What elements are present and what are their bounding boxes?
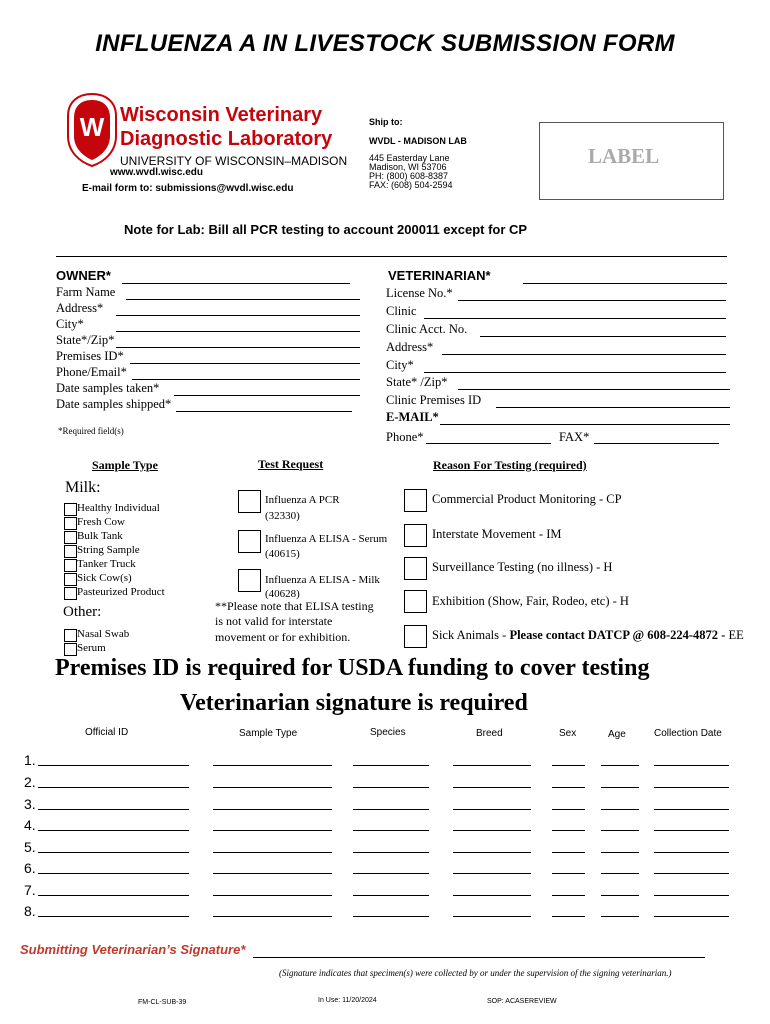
- required-note: *Required field(s): [58, 426, 124, 436]
- vet-fax-field[interactable]: [594, 443, 719, 444]
- premises-id-notice: Premises ID is required for USDA funding to cover testing: [55, 655, 650, 681]
- checkbox-elisa-serum[interactable]: [238, 530, 261, 553]
- ship-to-phone: PH: (800) 608-8387: [369, 171, 449, 181]
- footer-in-use: In Use: 11/20/2024: [318, 997, 377, 1004]
- owner-city-label: City*: [56, 317, 84, 331]
- milk-item-pasteurized-product: Pasteurized Product: [77, 586, 165, 598]
- milk-heading: Milk:: [65, 479, 101, 496]
- vet-heading: VETERINARIAN*: [388, 268, 491, 283]
- cell-collection-date[interactable]: [654, 873, 729, 874]
- cell-official-id[interactable]: [38, 809, 189, 810]
- cell-sex[interactable]: [552, 873, 585, 874]
- cell-sex[interactable]: [552, 809, 585, 810]
- milk-item-string-sample: String Sample: [77, 544, 140, 556]
- cell-species[interactable]: [353, 895, 429, 896]
- cell-age[interactable]: [601, 895, 639, 896]
- vet-name-field[interactable]: [523, 283, 727, 284]
- other-item-serum: Serum: [77, 642, 106, 654]
- reason-sick-prefix: Sick Animals -: [432, 628, 510, 642]
- wvdl-logo: [66, 92, 118, 173]
- footer-sop: SOP: ACASEREVIEW: [487, 998, 557, 1005]
- cell-breed[interactable]: [453, 787, 531, 788]
- crest-letter: W: [79, 112, 105, 142]
- cell-species[interactable]: [353, 809, 429, 810]
- checkbox-healthy-individual[interactable]: [64, 503, 77, 516]
- milk-item-bulk-tank: Bulk Tank: [77, 530, 123, 542]
- milk-item-tanker-truck: Tanker Truck: [77, 558, 136, 570]
- cell-official-id[interactable]: [38, 852, 189, 853]
- cell-age[interactable]: [601, 916, 639, 917]
- vet-city-field[interactable]: [424, 372, 726, 373]
- vet-email-field[interactable]: [440, 424, 730, 425]
- footer-form-id: FM-CL-SUB-39: [138, 999, 187, 1006]
- other-item-nasal-swab: Nasal Swab: [77, 628, 130, 640]
- ship-to-lab: WVDL - MADISON LAB: [369, 136, 467, 146]
- vet-state-zip-label: State* /Zip*: [386, 375, 448, 389]
- logo-line-1: Wisconsin Veterinary: [120, 104, 323, 126]
- cell-collection-date[interactable]: [654, 895, 729, 896]
- cell-collection-date[interactable]: [654, 787, 729, 788]
- owner-farm-name-label: Farm Name: [56, 285, 116, 299]
- reason-surveillance: Surveillance Testing (no illness) - H: [432, 560, 613, 574]
- checkbox-fresh-cow[interactable]: [64, 517, 77, 530]
- ship-to-address-1: 445 Easterday Lane: [369, 153, 450, 163]
- cell-sample-type[interactable]: [213, 916, 332, 917]
- signature-field[interactable]: [253, 957, 705, 958]
- vet-address-label: Address*: [386, 340, 434, 354]
- logo-line-2: Diagnostic Laboratory: [120, 128, 333, 150]
- checkbox-pcr[interactable]: [238, 490, 261, 513]
- cell-breed[interactable]: [453, 895, 531, 896]
- vet-clinic-field[interactable]: [424, 318, 726, 319]
- test-elisa-milk-code: (40628): [265, 588, 300, 600]
- cell-collection-date[interactable]: [654, 916, 729, 917]
- col-breed: Breed: [476, 728, 503, 739]
- checkbox-interstate-movement[interactable]: [404, 524, 427, 547]
- owner-date-taken-label: Date samples taken*: [56, 381, 160, 395]
- vet-fax-label: FAX*: [559, 430, 590, 444]
- checkbox-nasal-swab[interactable]: [64, 629, 77, 642]
- row-number: 4.: [24, 817, 36, 833]
- cell-age[interactable]: [601, 852, 639, 853]
- row-number: 5.: [24, 839, 36, 855]
- vet-clinic-label: Clinic: [386, 304, 417, 318]
- cell-sex[interactable]: [552, 852, 585, 853]
- cell-breed[interactable]: [453, 873, 531, 874]
- milk-item-healthy-individual: Healthy Individual: [77, 502, 160, 514]
- reason-exhibition: Exhibition (Show, Fair, Rodeo, etc) - H: [432, 594, 629, 608]
- owner-premises-id-label: Premises ID*: [56, 349, 124, 363]
- checkbox-string-sample[interactable]: [64, 545, 77, 558]
- cell-sample-type[interactable]: [213, 830, 332, 831]
- vet-address-field[interactable]: [442, 354, 726, 355]
- cell-sex[interactable]: [552, 787, 585, 788]
- checkbox-pasteurized-product[interactable]: [64, 587, 77, 600]
- sample-type-heading: Sample Type: [92, 458, 158, 472]
- owner-address-label: Address*: [56, 301, 104, 315]
- cell-sex[interactable]: [552, 765, 585, 766]
- owner-address-field[interactable]: [116, 315, 360, 316]
- owner-phone-email-field[interactable]: [132, 379, 360, 380]
- row-number: 8.: [24, 903, 36, 919]
- elisa-note-line-3: movement or for exhibition.: [215, 630, 351, 644]
- test-elisa-serum-name: Influenza A ELISA - Serum: [265, 533, 388, 545]
- col-sex: Sex: [559, 728, 577, 739]
- test-elisa-milk-name: Influenza A ELISA - Milk: [265, 574, 380, 586]
- col-species: Species: [370, 727, 406, 738]
- row-number: 3.: [24, 796, 36, 812]
- cell-sample-type[interactable]: [213, 765, 332, 766]
- signature-note: (Signature indicates that specimen(s) were collected by or under the supervision of the signing veterinarian.): [279, 968, 672, 978]
- cell-species[interactable]: [353, 787, 429, 788]
- cell-official-id[interactable]: [38, 830, 189, 831]
- row-number: 1.: [24, 752, 36, 768]
- checkbox-surveillance[interactable]: [404, 557, 427, 580]
- cell-collection-date[interactable]: [654, 809, 729, 810]
- owner-date-shipped-label: Date samples shipped*: [56, 397, 172, 411]
- vet-state-zip-field[interactable]: [458, 389, 730, 390]
- checkbox-exhibition[interactable]: [404, 590, 427, 613]
- owner-state-zip-label: State*/Zip*: [56, 333, 115, 347]
- vet-email-label: E-MAIL*: [386, 410, 439, 424]
- vet-phone-label: Phone*: [386, 430, 424, 444]
- vet-clinic-premises-label: Clinic Premises ID: [386, 393, 482, 407]
- vet-phone-field[interactable]: [426, 443, 551, 444]
- cell-sample-type[interactable]: [213, 809, 332, 810]
- signature-label: Submitting Veterinarian’s Signature*: [20, 942, 246, 957]
- reason-heading: Reason For Testing (required): [433, 458, 587, 472]
- owner-heading: OWNER*: [56, 268, 111, 283]
- ship-to-address-2: Madison, WI 53706: [369, 162, 447, 172]
- website-link[interactable]: www.wvdl.wisc.edu: [110, 167, 203, 178]
- milk-item-fresh-cow: Fresh Cow: [77, 516, 125, 528]
- vet-clinic-acct-field[interactable]: [480, 336, 726, 337]
- test-pcr-name: Influenza A PCR: [265, 494, 340, 506]
- cell-age[interactable]: [601, 809, 639, 810]
- cell-sample-type[interactable]: [213, 787, 332, 788]
- owner-date-shipped-field[interactable]: [176, 411, 352, 412]
- cell-species[interactable]: [353, 852, 429, 853]
- cell-sex[interactable]: [552, 916, 585, 917]
- cell-sample-type[interactable]: [213, 895, 332, 896]
- col-age: Age: [608, 729, 626, 740]
- row-number: 6.: [24, 860, 36, 876]
- reason-interstate-movement: Interstate Movement - IM: [432, 527, 562, 541]
- vet-city-label: City*: [386, 358, 414, 372]
- cell-species[interactable]: [353, 916, 429, 917]
- owner-state-zip-field[interactable]: [116, 347, 360, 348]
- ship-to-heading: Ship to:: [369, 117, 403, 127]
- cell-sex[interactable]: [552, 895, 585, 896]
- cell-age[interactable]: [601, 765, 639, 766]
- elisa-note-line-2: is not valid for interstate: [215, 614, 333, 628]
- logo-line-3: UNIVERSITY OF WISCONSIN–MADISON: [120, 154, 348, 168]
- cell-breed[interactable]: [453, 809, 531, 810]
- cell-sample-type[interactable]: [213, 873, 332, 874]
- vet-clinic-premises-field[interactable]: [496, 407, 730, 408]
- checkbox-commercial-monitoring[interactable]: [404, 489, 427, 512]
- checkbox-sick-animals[interactable]: [404, 625, 427, 648]
- billing-note: Note for Lab: Bill all PCR testing to account 200011 except for CP: [124, 222, 528, 237]
- cell-official-id[interactable]: [38, 895, 189, 896]
- owner-name-field[interactable]: [122, 283, 350, 284]
- cell-species[interactable]: [353, 830, 429, 831]
- cell-collection-date[interactable]: [654, 852, 729, 853]
- cell-species[interactable]: [353, 765, 429, 766]
- col-official-id: Official ID: [85, 727, 129, 738]
- reason-sick-animals: [432, 628, 744, 643]
- owner-date-taken-field[interactable]: [174, 395, 360, 396]
- milk-item-sick-cows: Sick Cow(s): [77, 572, 132, 584]
- cell-official-id[interactable]: [38, 873, 189, 874]
- form-title: INFLUENZA A IN LIVESTOCK SUBMISSION FORM: [95, 30, 675, 57]
- cell-sample-type[interactable]: [213, 852, 332, 853]
- cell-age[interactable]: [601, 787, 639, 788]
- label-box-text: LABEL: [588, 144, 660, 168]
- checkbox-elisa-milk[interactable]: [238, 569, 261, 592]
- cell-breed[interactable]: [453, 852, 531, 853]
- cell-species[interactable]: [353, 873, 429, 874]
- cell-breed[interactable]: [453, 916, 531, 917]
- cell-official-id[interactable]: [38, 787, 189, 788]
- cell-official-id[interactable]: [38, 765, 189, 766]
- cell-breed[interactable]: [453, 765, 531, 766]
- test-pcr-code: (32330): [265, 510, 300, 522]
- email-line: E-mail form to: submissions@wvdl.wisc.edu: [82, 183, 294, 194]
- cell-collection-date[interactable]: [654, 830, 729, 831]
- cell-breed[interactable]: [453, 830, 531, 831]
- section-divider: [56, 256, 727, 257]
- vet-license-label: License No.*: [386, 286, 453, 300]
- col-collection-date: Collection Date: [654, 728, 722, 739]
- cell-sex[interactable]: [552, 830, 585, 831]
- elisa-note-line-1: **Please note that ELISA testing: [215, 599, 374, 613]
- test-elisa-serum-code: (40615): [265, 548, 300, 560]
- row-number: 2.: [24, 774, 36, 790]
- checkbox-bulk-tank[interactable]: [64, 531, 77, 544]
- owner-premises-id-field[interactable]: [130, 363, 360, 364]
- ship-to-fax: FAX: (608) 504-2594: [369, 180, 453, 190]
- reason-sick-contact: Please contact DATCP @ 608-224-4872 -: [509, 628, 726, 642]
- col-sample-type: Sample Type: [239, 728, 298, 739]
- vet-clinic-acct-label: Clinic Acct. No.: [386, 322, 468, 336]
- test-request-heading: Test Request: [258, 457, 324, 471]
- other-heading: Other:: [63, 604, 102, 620]
- reason-commercial-monitoring: Commercial Product Monitoring - CP: [432, 492, 622, 506]
- cell-age[interactable]: [601, 873, 639, 874]
- cell-age[interactable]: [601, 830, 639, 831]
- row-number: 7.: [24, 882, 36, 898]
- checkbox-tanker-truck[interactable]: [64, 559, 77, 572]
- signature-required-notice: Veterinarian signature is required: [180, 690, 528, 716]
- cell-official-id[interactable]: [38, 916, 189, 917]
- reason-sick-suffix: EE: [725, 628, 744, 642]
- cell-collection-date[interactable]: [654, 765, 729, 766]
- owner-city-field[interactable]: [116, 331, 360, 332]
- owner-phone-email-label: Phone/Email*: [56, 365, 127, 379]
- vet-license-field[interactable]: [458, 300, 726, 301]
- checkbox-sick-cows[interactable]: [64, 573, 77, 586]
- owner-farm-name-field[interactable]: [126, 299, 360, 300]
